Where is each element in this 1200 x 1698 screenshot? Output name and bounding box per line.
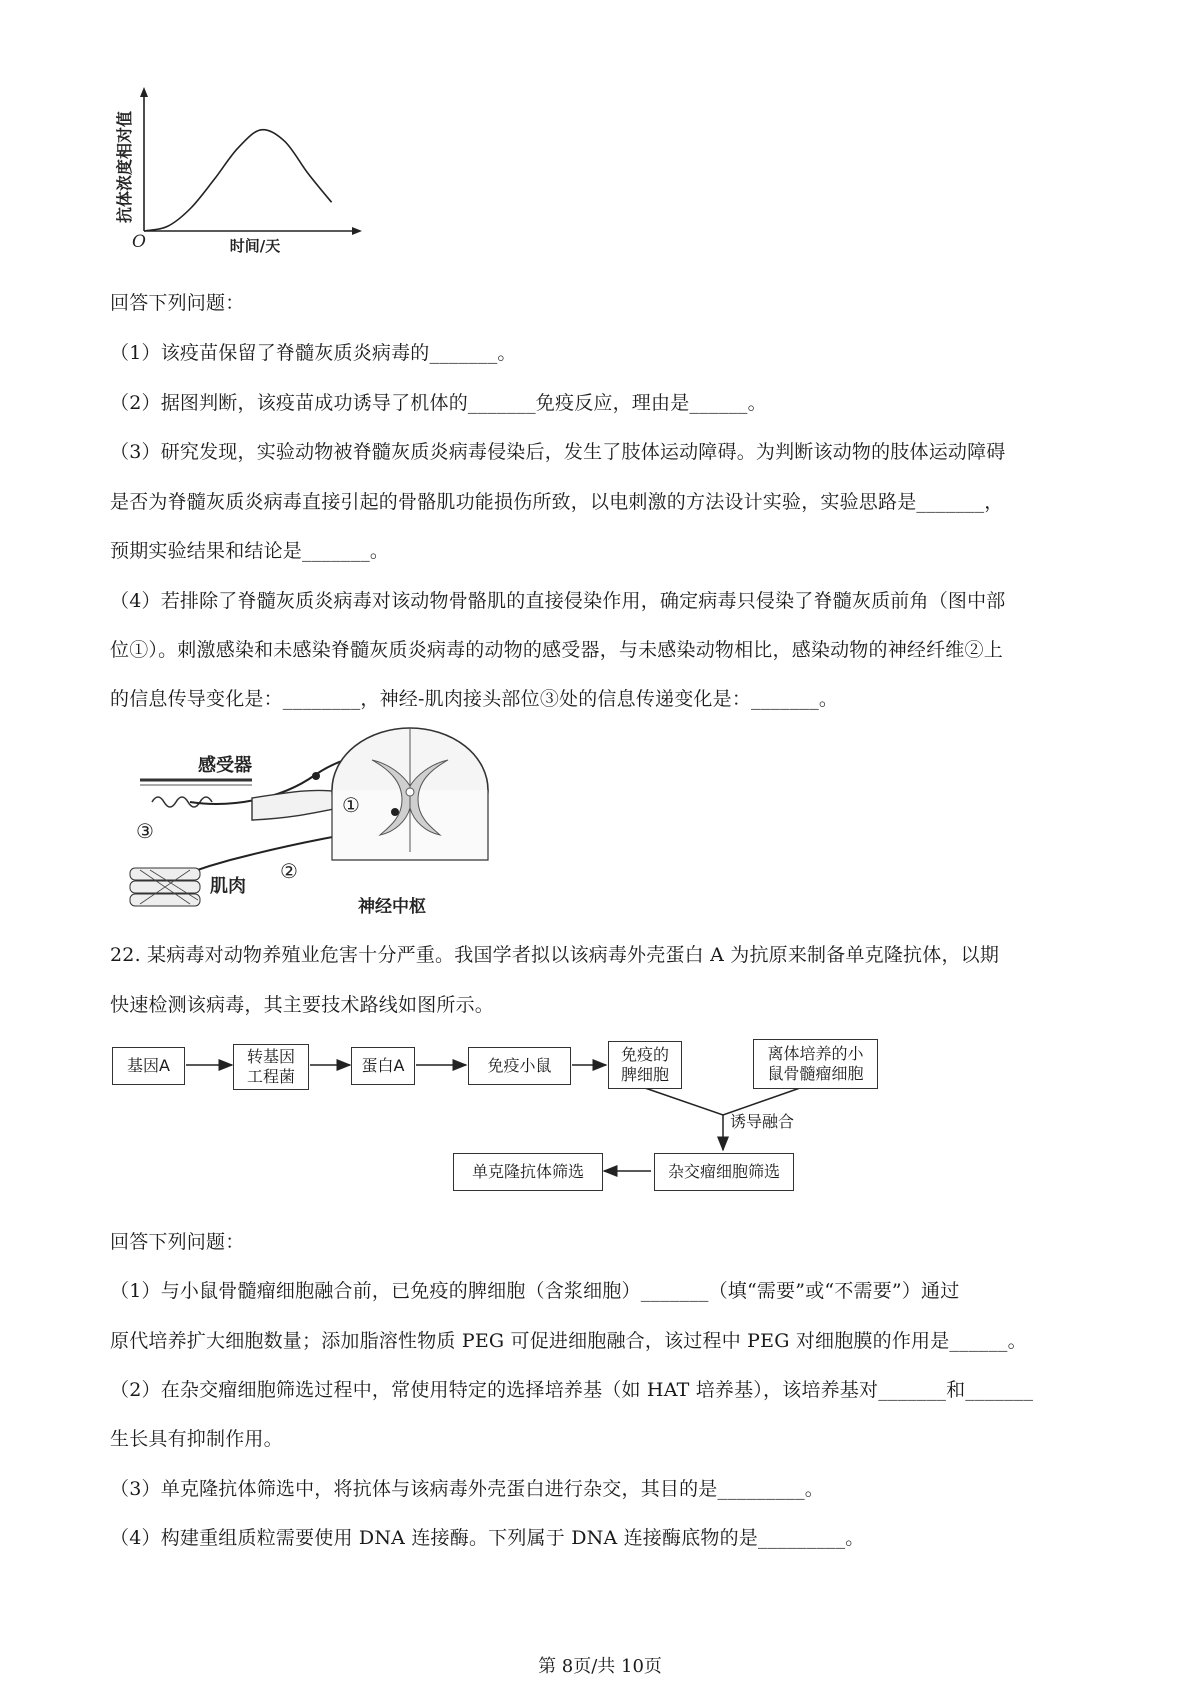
- y-axis-label: 抗体浓度相对值: [115, 110, 134, 224]
- question-22-1-line1: （1）与小鼠骨髓瘤细胞融合前，已免疫的脾细胞（含浆细胞）_______（填“需要”或“不需要”）通过: [110, 1280, 960, 1302]
- answer-intro-21: 回答下列问题：: [110, 292, 245, 314]
- reflex-arc-diagram: [136, 720, 520, 920]
- flow-myeloma-line1: 离体培养的小: [767, 1044, 864, 1063]
- question-22-2-line2: 生长具有抑制作用。: [110, 1428, 283, 1450]
- center-label: 神经中枢: [358, 897, 426, 917]
- marker-2: ②: [280, 859, 298, 883]
- question-21-1: （1）该疫苗保留了脊髓灰质炎病毒的_______。: [110, 342, 517, 364]
- page-footer: 第 8页/共 10页: [538, 1656, 662, 1677]
- question-21-2: （2）据图判断，该疫苗成功诱导了机体的_______免疫反应，理由是______。: [110, 392, 767, 414]
- x-axis-label: 时间/天: [229, 237, 281, 255]
- question-22-line1: 22. 某病毒对动物养殖业危害十分严重。我国学者拟以该病毒外壳蛋白 A 为抗原来制备单克隆抗体，以期: [110, 944, 1000, 966]
- question-22-line2: 快速检测该病毒，其主要技术路线如图所示。: [110, 994, 495, 1016]
- y-axis-arrow: [140, 87, 148, 97]
- question-22-2-line1: （2）在杂交瘤细胞筛选过程中，常使用特定的选择培养基（如 HAT 培养基），该培养基对_______和_______: [110, 1379, 1034, 1401]
- flow-myeloma-line2: 鼠骨髓瘤细胞: [767, 1064, 864, 1083]
- flow-myeloma-cells: [753, 1039, 878, 1089]
- flow-spleen-line1: 免疫的: [620, 1045, 669, 1064]
- question-21-4-line2: 位①）。刺激感染和未感染脊髓灰质炎病毒的动物的感受器，与未感染动物相比，感染动物的神经纤维②上: [110, 639, 1003, 661]
- flow-spleen-cells: [608, 1041, 682, 1089]
- flow-protein-a: 蛋白A: [351, 1047, 415, 1085]
- question-21-4-line1: （4）若排除了脊髓灰质炎病毒对该动物骨骼肌的直接侵染作用，确定病毒只侵染了脊髓灰质前角（图中部: [110, 590, 1006, 612]
- flow-immunized-mouse: 免疫小鼠: [468, 1047, 571, 1085]
- question-21-3-line2: 是否为脊髓灰质炎病毒直接引起的骨骼肌功能损伤所致，以电刺激的方法设计实验，实验思路是_______，: [110, 491, 1004, 513]
- muscle-label: 肌肉: [210, 876, 246, 897]
- question-21-4-line3: 的信息传导变化是：________，神经-肌肉接头部位③处的信息传递变化是：_______。: [110, 688, 839, 710]
- flow-bacteria-line1: 转基因: [246, 1047, 295, 1066]
- flow-engineered-bacteria: [233, 1044, 309, 1090]
- question-22-3: （3）单克隆抗体筛选中，将抗体与该病毒外壳蛋白进行杂交，其目的是_________。: [110, 1478, 824, 1500]
- flow-mab-screening: 单克隆抗体筛选: [453, 1153, 603, 1191]
- origin-label: O: [132, 232, 146, 252]
- marker-1: ①: [342, 793, 360, 817]
- marker-3: ③: [136, 819, 154, 843]
- receptor-label: 感受器: [198, 755, 252, 776]
- answer-intro-22: 回答下列问题：: [110, 1231, 245, 1253]
- antibody-chart: [110, 85, 370, 275]
- flow-spleen-line2: 脾细胞: [620, 1065, 669, 1084]
- question-22-1-line2: 原代培养扩大细胞数量；添加脂溶性物质 PEG 可促进细胞融合，该过程中 PEG 对细胞膜的作用是______。: [110, 1330, 1027, 1352]
- flow-induced-fusion: 诱导融合: [730, 1112, 795, 1131]
- anterior-horn-neuron: [391, 808, 399, 816]
- flow-bacteria-line2: 工程菌: [246, 1067, 295, 1086]
- dorsal-ganglion: [312, 772, 320, 780]
- receptor-endings: [152, 797, 212, 807]
- muscle-fibers: [130, 868, 200, 906]
- question-22-4: （4）构建重组质粒需要使用 DNA 连接酶。下列属于 DNA 连接酶底物的是_________。: [110, 1527, 865, 1549]
- question-21-3-line1: （3）研究发现，实验动物被脊髓灰质炎病毒侵染后，发生了肢体运动障碍。为判断该动物的肢体运动障碍: [110, 441, 1006, 463]
- flow-gene-a: 基因A: [112, 1047, 185, 1085]
- flow-hybridoma-screening: 杂交瘤细胞筛选: [654, 1153, 794, 1191]
- x-axis-arrow: [352, 227, 362, 235]
- question-21-3-line3: 预期实验结果和结论是_______。: [110, 540, 390, 562]
- antibody-curve: [144, 130, 332, 231]
